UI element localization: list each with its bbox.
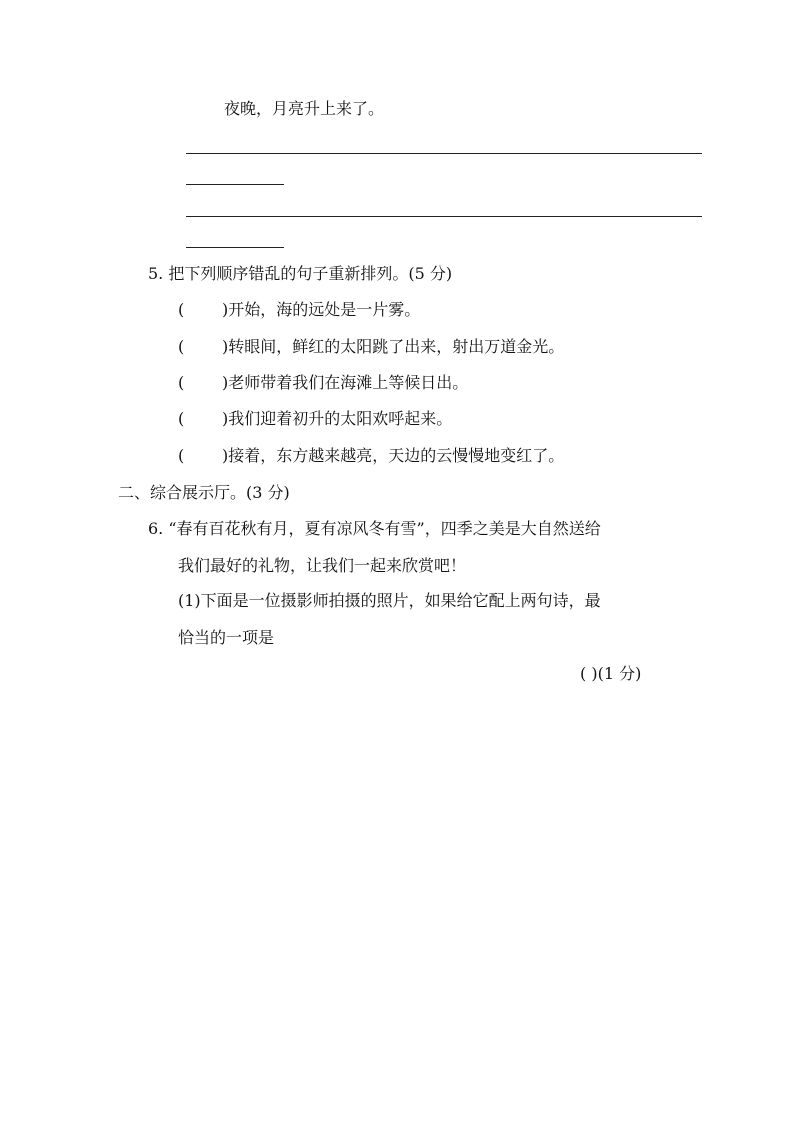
q5-item-5 <box>178 446 564 466</box>
q6-line-2: 我们最好的礼物，让我们一起来欣赏吧！ <box>178 556 467 575</box>
q5-item-2-text: )转眼间，鲜红的太阳跳了出来，射出万道金光。 <box>222 337 565 356</box>
section2-title: 二、综合展示厅。(3 分) <box>118 483 290 502</box>
q6-answer-slot: ( )(1 分) <box>580 664 642 683</box>
q5-item-5-text: )接着，东方越来越亮，天边的云慢慢地变红了。 <box>222 446 565 465</box>
q6-sub1-line-1: (1)下面是一位摄影师拍摄的照片，如果给它配上两句诗，最 <box>178 591 601 610</box>
q5-item-2-paren: ( <box>178 337 185 356</box>
q5-item-4 <box>178 409 452 429</box>
q5-item-4-paren: ( <box>178 409 185 428</box>
q5-title: 5. 把下列顺序错乱的句子重新排列。(5 分) <box>148 264 453 283</box>
answer-line-1 <box>186 153 702 154</box>
q5-item-5-paren: ( <box>178 446 185 465</box>
answer-line-2-cont <box>186 247 284 248</box>
answer-line-1-cont <box>186 184 284 185</box>
q5-item-3-paren: ( <box>178 373 185 392</box>
q5-item-4-text: )我们迎着初升的太阳欢呼起来。 <box>222 409 453 428</box>
q5-item-1-text: )开始，海的远处是一片雾。 <box>222 300 421 319</box>
answer-line-2 <box>186 216 702 217</box>
q6-line-1: 6. “春有百花秋有月，夏有凉风冬有雪”，四季之美是大自然送给 <box>148 519 601 538</box>
q5-item-3-text: )老师带着我们在海滩上等候日出。 <box>222 373 469 392</box>
q6-sub1-line-2: 恰当的一项是 <box>178 628 275 647</box>
q5-item-2 <box>178 337 564 357</box>
q5-item-1 <box>178 300 420 320</box>
q5-item-3 <box>178 373 468 393</box>
q4-sentence: 夜晚，月亮升上来了。 <box>224 99 385 118</box>
q5-item-1-paren: ( <box>178 300 185 319</box>
